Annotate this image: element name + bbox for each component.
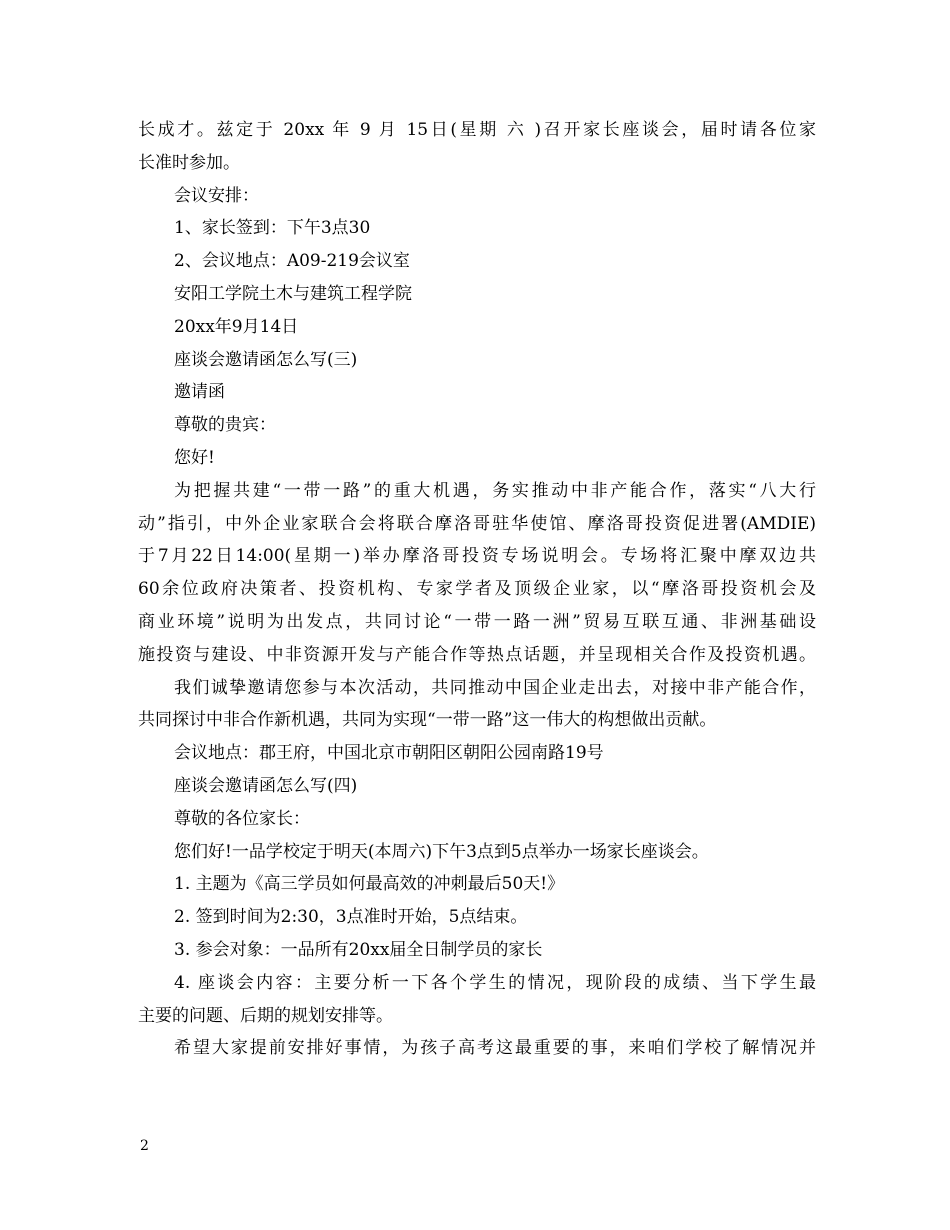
list-item: 1. 主题为《高三学员如何最高效的冲刺最后50天!》 [174, 874, 565, 895]
text-line: 您好! [174, 447, 215, 468]
text-line: 尊敬的各位家长： [174, 808, 310, 829]
text-line: 希望大家提前安排好事情，为孩子高考这最重要的事，来咱们学校了解情况并 [174, 1038, 816, 1059]
text-line: 长准时参加。 [138, 152, 240, 173]
text-line: 60余位政府决策者、投资机构、专家学者及顶级企业家，以“摩洛哥投资机会及 [138, 579, 816, 600]
text-line: 主要的问题、后期的规划安排等。 [138, 1005, 393, 1026]
text-line: 于7月22日14:00(星期一)举办摩洛哥投资专场说明会。专场将汇聚中摩双边共 [138, 546, 816, 567]
text-line: 会议地点：郡王府，中国北京市朝阳区朝阳公园南路19号 [174, 743, 604, 764]
text-line: 共同探讨中非合作新机遇，共同为实现“一带一路”这一伟大的构想做出贡献。 [138, 710, 717, 731]
list-item: 2. 签到时间为2:30，3点准时开始，5点结束。 [174, 907, 528, 928]
text-line: 1、家长签到：下午3点30 [174, 218, 371, 239]
list-item: 4. 座谈会内容：主要分析一下各个学生的情况，现阶段的成绩、当下学生最 [174, 972, 816, 993]
page-number: 2 [140, 1138, 149, 1154]
text-line: 您们好!一品学校定于明天(本周六)下午3点到5点举办一场家长座谈会。 [174, 841, 709, 862]
text-line: 尊敬的贵宾： [174, 415, 276, 436]
text-line: 20xx年9月14日 [174, 316, 299, 337]
text-line: 2、会议地点：A09-219会议室 [174, 251, 410, 272]
document-body [138, 114, 816, 1065]
section-heading: 座谈会邀请函怎么写(四) [174, 775, 358, 796]
text-line: 邀请函 [174, 382, 225, 403]
text-line: 安阳工学院土木与建筑工程学院 [174, 283, 412, 304]
text-line: 会议安排： [174, 185, 259, 206]
text-line: 长成才。兹定于 20xx 年 9 月 15日(星期 六 )召开家长座谈会，届时请各位家 [138, 120, 816, 140]
section-heading: 座谈会邀请函怎么写(三) [174, 349, 358, 370]
text-line: 商业环境”说明为出发点，共同讨论“一带一路一洲”贸易互联互通、非洲基础设 [138, 611, 816, 632]
list-item: 3. 参会对象：一品所有20xx届全日制学员的家长 [174, 939, 543, 960]
text-line: 为把握共建“一带一路”的重大机遇，务实推动中非产能合作，落实“八大行 [174, 480, 816, 501]
text-line: 施投资与建设、中非资源开发与产能合作等热点话题，并呈现相关合作及投资机遇。 [138, 644, 816, 665]
text-line: 动”指引，中外企业家联合会将联合摩洛哥驻华使馆、摩洛哥投资促进署(AMDIE) [138, 513, 816, 534]
text-line: 我们诚挚邀请您参与本次活动，共同推动中国企业走出去，对接中非产能合作， [174, 677, 816, 698]
